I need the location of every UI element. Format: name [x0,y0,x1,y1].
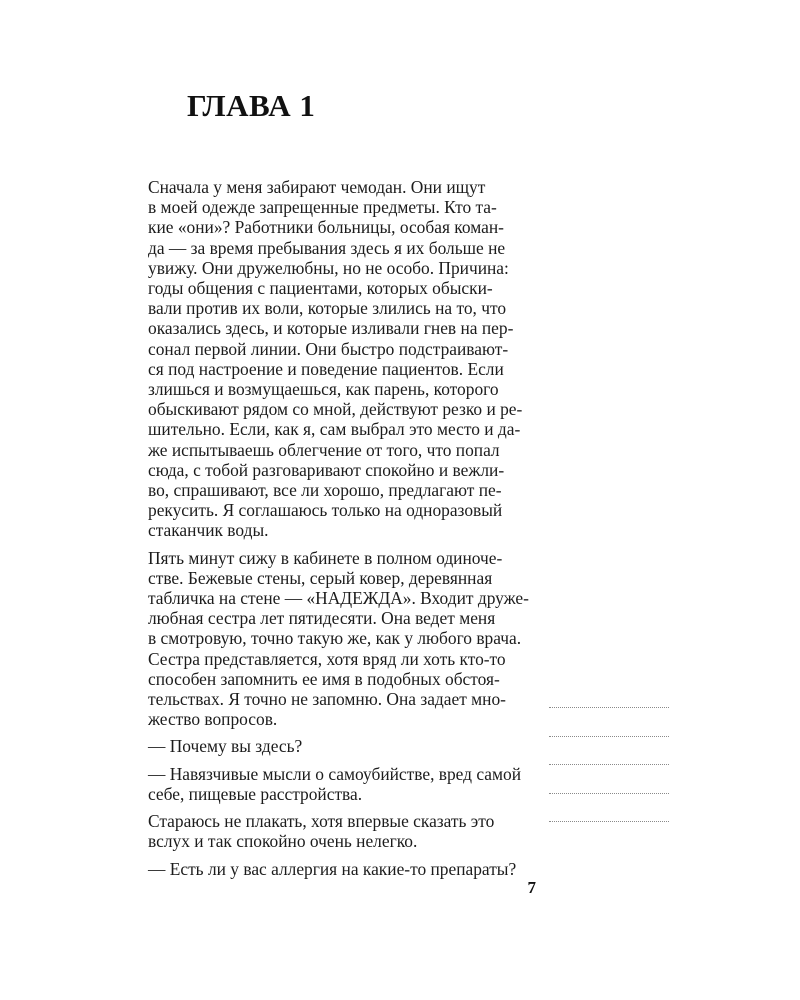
dialogue-line: — Есть ли у вас аллергия на какие-то препараты? [148,858,517,879]
paragraph: Пять минут сижу в кабинете в полном одиноче- стве. Бежевые стены, серый ковер, деревянная табличка на стене — «НАДЕЖДА». Входит друже- любная сестра лет пятидесяти. Она ведет меня в смотровую, точно такую же, как у любого врача. Сестра представляется, хотя вряд ли хоть кто-то способен запомнить ее имя в подобных обстоя- тельствах. Я точно не запомню. Она задает мно- жество вопросов. [148,547,529,730]
dialogue-line: — Почему вы здесь? [148,736,303,757]
dialogue-line: — Навязчивые мысли о самоубийстве, вред самой себе, пищевые расстройства. [148,763,522,804]
margin-note-lines [549,707,669,850]
paragraph: Стараюсь не плакать, хотя впервые сказать это вслух и так спокойно очень нелегко. [148,811,495,852]
margin-note-line [549,707,669,708]
margin-note-line [549,793,669,794]
margin-note-line [549,736,669,737]
paragraph: Сначала у меня забирают чемодан. Они ищут в моей одежде запрещенные предметы. Кто та- кие «они»? Работники больницы, особая коман- да — за время пребывания здесь я их больше не увижу. Они дружелюбны, но не особо. Причина: годы общения с пациентами, которых обыски- вали против их воли, которые злились на то, что оказались здесь, и которые изливали гнев на пер- сонал первой линии. Они быстро подстраивают- ся под настроение и поведение пациентов. Если злишься и возмущаешься, как парень, которого обыскивают рядом со мной, действуют резко и ре- шительно. Если, как я, сам выбрал это место и да- же испытываешь облегчение от того, что попал сюда, с тобой разговаривают спокойно и вежли- во, спрашивают, все ли хорошо, предлагают пе- рекусить. Я соглашаюсь только на одноразовый стаканчик воды. [148,177,523,541]
body-text [148,177,536,886]
margin-note-line [549,764,669,765]
page-number: 7 [527,878,536,897]
chapter-title: ГЛАВА 1 [187,88,316,123]
margin-note-line [549,821,669,822]
